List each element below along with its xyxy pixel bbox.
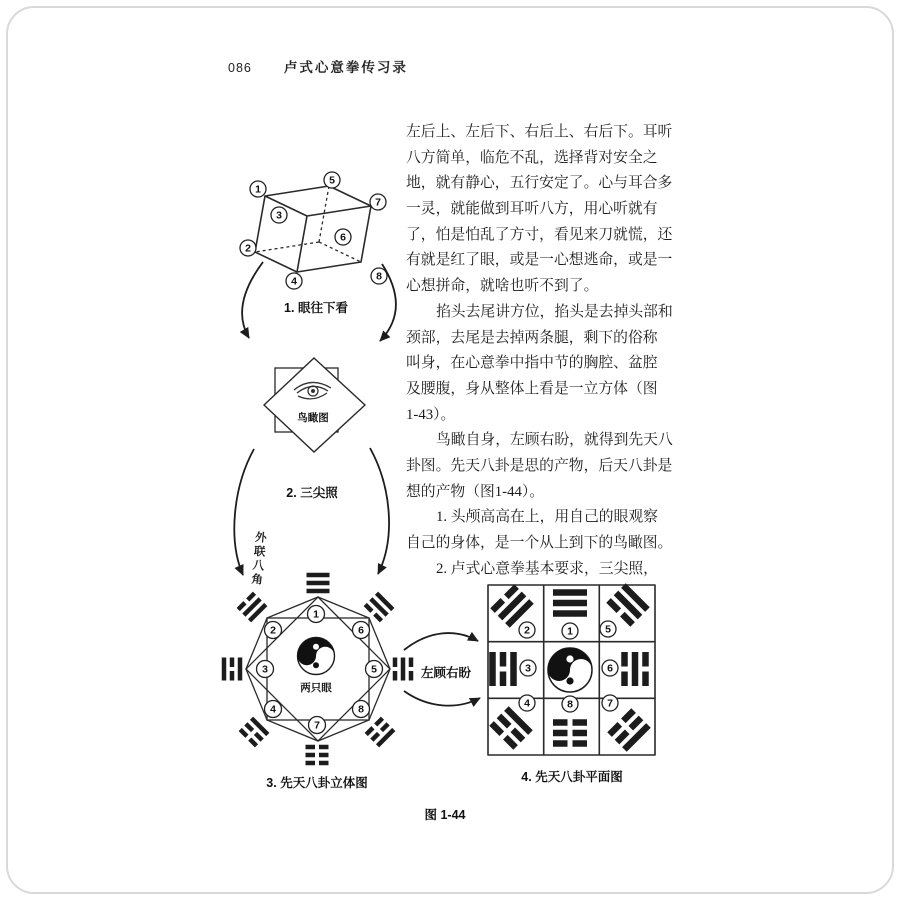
trigram-li-icon [489,652,517,686]
figure-number: 图 1-44 [424,808,466,822]
arrow-down-left-2 [234,449,254,575]
svg-text:7: 7 [375,196,381,209]
svg-text:4: 4 [270,703,276,716]
page-number: 086 [228,61,252,75]
svg-text:3: 3 [262,663,268,676]
arrow-down-right-2 [370,448,389,574]
grid-number-8 [562,696,578,712]
trigram-kan-icon [393,658,414,681]
svg-text:8: 8 [567,698,573,711]
svg-text:7: 7 [607,697,613,710]
octagon-number-3 [257,661,274,678]
svg-text:1: 1 [255,183,261,196]
outer-link-label: 外联八角 [249,530,267,588]
diamond [264,358,365,452]
body-line: 有就是红了眼，或是一心想逃命，或是一 [406,252,673,269]
trigram-li-icon [222,658,243,681]
octagon-number-7 [309,717,326,734]
body-line: 1. 头颅高高在上，用自己的眼观察 [436,509,658,526]
cube-number-7 [370,194,386,210]
svg-text:5: 5 [371,663,377,676]
birdseye-label: 鸟瞰图 [297,412,329,424]
step1-caption: 1. 眼往下看 [284,301,348,315]
trigram-xun-icon [606,583,649,626]
svg-text:6: 6 [340,231,346,244]
body-line: 一灵，就能做到耳听八方，用心听就有 [406,201,658,218]
trigram-dui-icon [490,584,533,627]
taiji-icon [548,648,592,692]
two-eyes-label: 两只眼 [300,682,332,694]
arrow-down-left-1 [242,262,263,338]
octagon-number-5 [366,661,383,678]
trigram-zhen-icon [239,717,270,748]
trigram-dui-icon [237,592,268,623]
body-line: 鸟瞰自身，左顾右盼，就得到先天八 [436,432,673,449]
body-line: 地，就有静心，五行安定了。心与耳合多 [406,175,673,192]
birdseye-diagram [264,358,365,452]
grid-number-4 [519,695,535,711]
grid-number-3 [520,660,536,676]
body-line: 想的产物（图1-44）。 [406,483,545,500]
cube-number-1 [250,181,266,197]
svg-text:4: 4 [291,275,297,288]
svg-text:2: 2 [270,624,276,637]
grid-number-2 [519,622,535,638]
trigram-gen-icon [365,717,396,748]
body-line: 叫身，在心意拳中指中节的胸腔、盆腔 [406,355,658,372]
svg-text:3: 3 [276,209,282,222]
cube-number-2 [240,240,256,256]
trigram-qian-icon [307,573,330,594]
cube-number-8 [371,268,387,284]
arrow-right-bottom [404,691,480,706]
grid-number-6 [602,660,618,676]
body-line: 1-43）。 [406,406,456,423]
grid-number-7 [602,695,618,711]
cube-number-6 [335,229,351,245]
trigram-kun-icon [553,719,587,747]
svg-text:5: 5 [329,174,335,187]
trigram-gen-icon [607,708,650,751]
body-line: 八方简单，临危不乱，选择背对安全之 [406,149,658,166]
body-line: 掐头去尾讲方位，掐头是去掉头部和 [436,303,673,320]
figure-diagram [215,160,685,840]
cube-diagram [240,172,387,289]
body-line: 了，怕是怕乱了方寸，看见来刀就慌，还 [406,226,673,243]
step2-caption: 2. 三尖照 [286,486,338,500]
book-title: 卢式心意拳传习录 [283,60,408,75]
body-line: 心想拼命，就啥也听不到了。 [406,278,599,295]
svg-text:7: 7 [314,719,320,732]
svg-text:8: 8 [376,270,382,283]
octagon-number-2 [265,622,282,639]
trigram-zhen-icon [489,706,532,749]
look-around-label: 左顾右盼 [420,666,472,680]
svg-text:5: 5 [605,623,611,636]
svg-text:1: 1 [567,625,573,638]
body-line: 自己的身体，是一个从上到下的鸟瞰图。 [406,535,673,551]
cube-number-5 [324,172,340,188]
grid-number-1 [562,623,578,639]
step3-caption: 3. 先天八卦立体图 [266,776,368,790]
svg-text:2: 2 [524,624,530,637]
trigram-qian-icon [553,589,587,617]
octagon-bagua-diagram [222,573,414,766]
octagon-number-4 [265,701,282,718]
trigram-kun-icon [306,745,329,766]
svg-text:3: 3 [525,662,531,675]
svg-text:1: 1 [313,608,319,621]
svg-text:4: 4 [524,697,530,710]
grid-number-5 [600,621,616,637]
body-line: 左后上、左后下、右后上、右后下。耳听 [406,124,673,140]
octagon-number-6 [353,622,370,639]
octagon-number-8 [353,701,370,718]
octagon-number-1 [308,606,325,623]
svg-text:8: 8 [358,703,364,716]
page-header [228,56,408,76]
bagua-grid-diagram [488,583,655,755]
svg-text:6: 6 [607,662,613,675]
taiji-icon [298,638,335,675]
svg-text:2: 2 [245,242,251,255]
step4-caption: 4. 先天八卦平面图 [521,770,623,784]
cube-number-3 [271,207,287,223]
body-line: 颈部，去尾是去掉两条腿，剩下的俗称 [406,329,658,346]
body-line: 及腰腹，身从整体上看是一立方体（图 [406,380,658,397]
body-line: 卦图。先天八卦是思的产物，后天八卦是 [406,457,673,474]
svg-text:6: 6 [358,624,364,637]
cube-number-4 [286,273,302,289]
body-line: 2. 卢式心意拳基本要求，三尖照， [436,560,658,577]
arrow-right-top [404,633,478,650]
trigram-kan-icon [621,652,649,686]
